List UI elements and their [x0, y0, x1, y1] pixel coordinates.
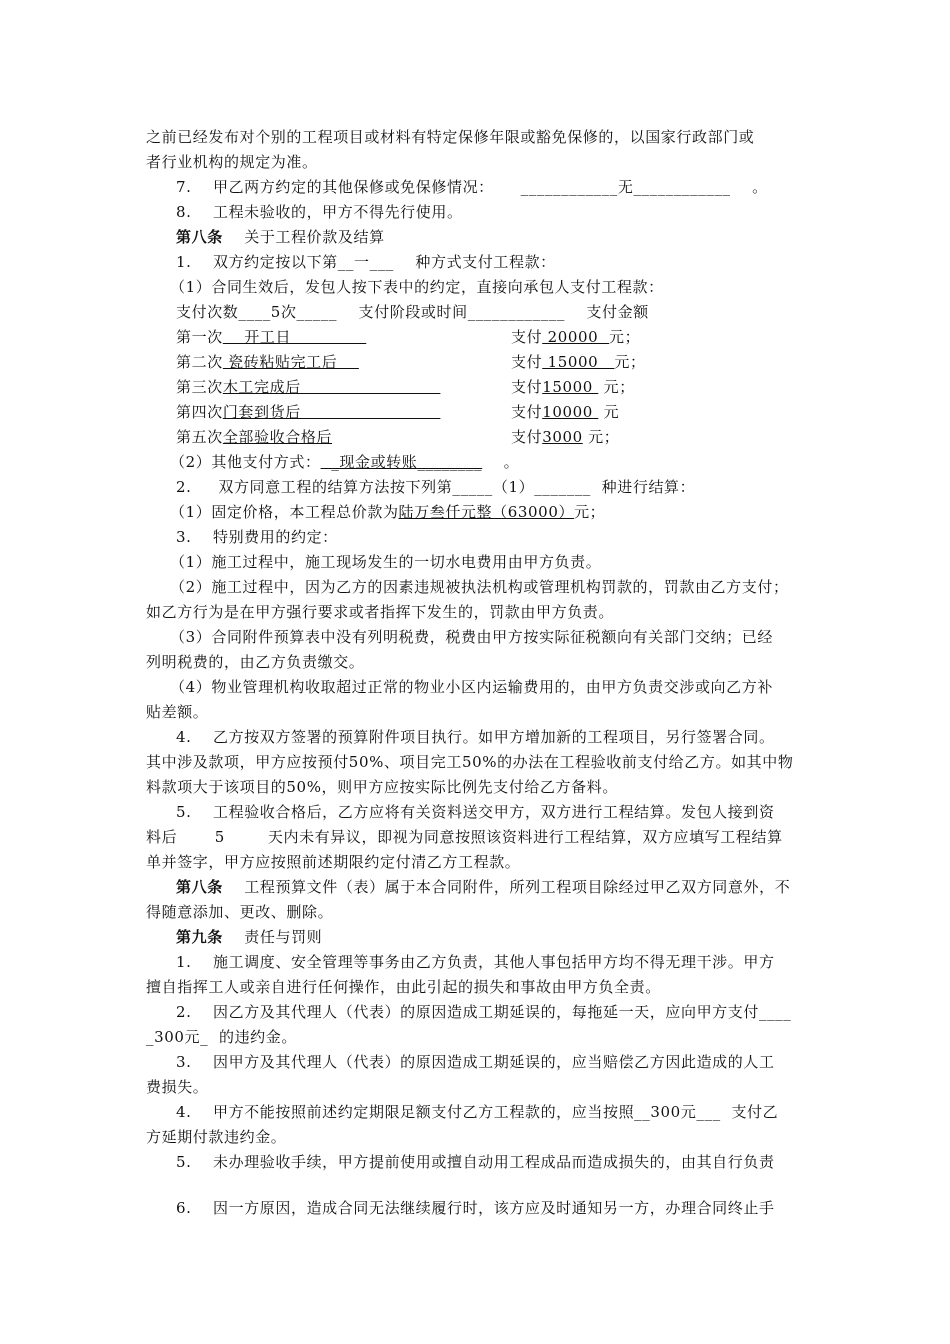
text-line: （3）合同附件预算表中没有列明税费，税费由甲方按实际征税额向有关部门交纳；已经 — [170, 628, 773, 646]
text: 元； — [614, 353, 646, 371]
text-line: （1）施工过程中，施工现场发生的一切水电费用由甲方负责。 — [170, 553, 602, 571]
payment-amount — [511, 402, 619, 422]
text-line: 料后 5 天内未有异议，即视为同意按照该资料进行工程结算，双方应填写工程结算 — [146, 828, 783, 846]
clause-1: 1. 施工调度、安全管理等事务由乙方负责，其他人事包括甲方均不得无理干涉。甲方 — [176, 953, 775, 971]
text: 元； — [574, 503, 606, 521]
text-line: 方延期付款违约金。 — [146, 1128, 287, 1146]
text: 支付 — [511, 403, 543, 421]
article-heading — [176, 877, 790, 897]
clause-4: 4. 甲方不能按照前述约定期限足额支付乙方工程款的，应当按照__300元___ 支付乙 — [176, 1103, 779, 1121]
fill-field: _____ — [452, 478, 493, 496]
fixed-price — [170, 502, 605, 522]
payment-amount — [511, 377, 635, 397]
text: 支付金额 — [564, 303, 649, 321]
payment-row — [176, 427, 876, 447]
text-line: 费损失。 — [146, 1078, 209, 1096]
amount: 10000 — [542, 403, 599, 421]
payment-amount — [511, 327, 640, 347]
article-title: 责任与罚则 — [222, 928, 323, 946]
article-heading — [176, 227, 385, 247]
article-heading — [176, 927, 322, 947]
clause-7 — [176, 177, 768, 197]
text: 支付次数____5次_____ — [176, 303, 338, 321]
fill-field: ____________无____________ — [520, 178, 731, 196]
amount: 3000 — [542, 428, 583, 446]
payment-order: 第一次 — [176, 328, 223, 346]
clause-2 — [176, 477, 695, 497]
text-line: 其中涉及款项，甲方应按预付50%、项目完工50%的办法在工程验收前支付给乙方。如其中物 — [146, 753, 794, 771]
clause-5: 5. 工程验收合格后，乙方应将有关资料送交甲方，双方进行工程结算。发包人接到资 — [176, 803, 775, 821]
text-line: 贴差额。 — [146, 703, 209, 721]
clause-3: 3. 因甲方及其代理人（代表）的原因造成工期延误的，应当赔偿乙方因此造成的人工 — [176, 1053, 775, 1071]
text-line: （4）物业管理机构收取超过正常的物业小区内运输费用的，由甲方负责交涉或向乙方补 — [170, 678, 773, 696]
payment-stage: 瓷砖粘贴完工后 — [222, 353, 359, 371]
text-line: _300元_ 的违约金。 — [146, 1028, 297, 1046]
article-number: 第九条 — [176, 928, 223, 946]
text: 支付 — [511, 353, 543, 371]
clause-1 — [176, 252, 556, 272]
text-line: 料款项大于该项目的50%，则甲方应按实际比例先支付给乙方备料。 — [146, 778, 618, 796]
fill-field: __一___ — [337, 253, 394, 271]
clause-3: 3. 特别费用的约定： — [176, 528, 338, 546]
text-line: 单并签字，甲方应按照前述期限约定付清乙方工程款。 — [146, 853, 521, 871]
clause-5: 5. 未办理验收手续，甲方提前使用或擅自动用工程成品而造成损失的，由其自行负责 — [176, 1153, 775, 1171]
payment-row — [176, 377, 876, 397]
payment-order: 第二次 — [176, 353, 223, 371]
text: 。 — [730, 178, 768, 196]
text: 工程预算文件（表）属于本合同附件，所列工程项目除经过甲乙双方同意外，不 — [222, 878, 791, 896]
text: 支付阶段或时间____________ — [337, 303, 565, 321]
payment-header — [176, 302, 649, 322]
article-number: 第八条 — [176, 878, 223, 896]
payment-row — [176, 402, 876, 422]
text: 2. 双方同意工程的结算方法按下列第 — [176, 478, 453, 496]
text-line: 之前已经发布对个别的工程项目或材料有特定保修年限或豁免保修的，以国家行政部门或 — [146, 128, 755, 146]
payment-order: 第三次 — [176, 378, 223, 396]
payment-amount — [511, 427, 619, 447]
payment-stage: 木工完成后 — [222, 378, 441, 396]
payment-row — [176, 352, 876, 372]
article-title: 关于工程价款及结算 — [222, 228, 385, 246]
fill-field: _现金或转账________ — [320, 453, 483, 471]
payment-amount — [511, 352, 646, 372]
amount: 15000 — [542, 378, 599, 396]
text: 种进行结算： — [590, 478, 696, 496]
text: 支付 — [511, 328, 543, 346]
amount: 15000 — [542, 353, 615, 371]
clause-6: 6. 因一方原因，造成合同无法继续履行时，该方应及时通知另一方，办理合同终止手 — [176, 1199, 775, 1217]
fill-field: _______ — [534, 478, 591, 496]
text-line: （1）合同生效后，发包人按下表中的约定，直接向承包人支付工程款： — [170, 278, 664, 296]
text-line: 列明税费的，由乙方负责缴交。 — [146, 653, 365, 671]
text-line: 如乙方行为是在甲方强行要求或者指挥下发生的，罚款由甲方负责。 — [146, 603, 615, 621]
clause-4: 4. 乙方按双方签署的预算附件项目执行。如甲方增加新的工程项目，另行签署合同。 — [176, 728, 775, 746]
text: （2）其他支付方式： — [170, 453, 321, 471]
clause-2: 2. 因乙方及其代理人（代表）的原因造成工期延误的，每拖延一天，应向甲方支付____ — [176, 1003, 792, 1021]
payment-stage: 全部验收合格后 — [222, 428, 333, 446]
text: 支付 — [511, 428, 543, 446]
article-number: 第八条 — [176, 228, 223, 246]
total-price: 陆万叁仟元整（63000） — [398, 503, 575, 521]
payment-order: 第五次 — [176, 428, 223, 446]
payment-stage: 门套到货后 — [222, 403, 441, 421]
text: 种方式支付工程款： — [393, 253, 556, 271]
text-line: 擅自指挥工人或亲自进行任何操作，由此引起的损失和事故由甲方负全责。 — [146, 978, 661, 996]
text: 1. 双方约定按以下第 — [176, 253, 338, 271]
payment-row — [176, 327, 876, 347]
text: 元 — [598, 403, 620, 421]
clause-8: 8. 工程未验收的，甲方不得先行使用。 — [176, 203, 463, 221]
other-payment — [170, 452, 519, 472]
text: 元； — [582, 428, 620, 446]
text: 。 — [482, 453, 520, 471]
text: （1）固定价格，本工程总价款为 — [170, 503, 399, 521]
text: 7. 甲乙两方约定的其他保修或免保修情况： — [176, 178, 521, 196]
text: （1） — [492, 478, 535, 496]
text: 元； — [598, 378, 635, 396]
text-line: 者行业机构的规定为准。 — [146, 153, 318, 171]
payment-stage: 开工日 — [222, 328, 367, 346]
text-line: （2）施工过程中，因为乙方的因素违规被执法机构或管理机构罚款的，罚款由乙方支付； — [170, 578, 789, 596]
text: 元； — [609, 328, 641, 346]
text-line: 得随意添加、更改、删除。 — [146, 903, 334, 921]
amount: 20000 — [542, 328, 610, 346]
payment-order: 第四次 — [176, 403, 223, 421]
text: 支付 — [511, 378, 543, 396]
